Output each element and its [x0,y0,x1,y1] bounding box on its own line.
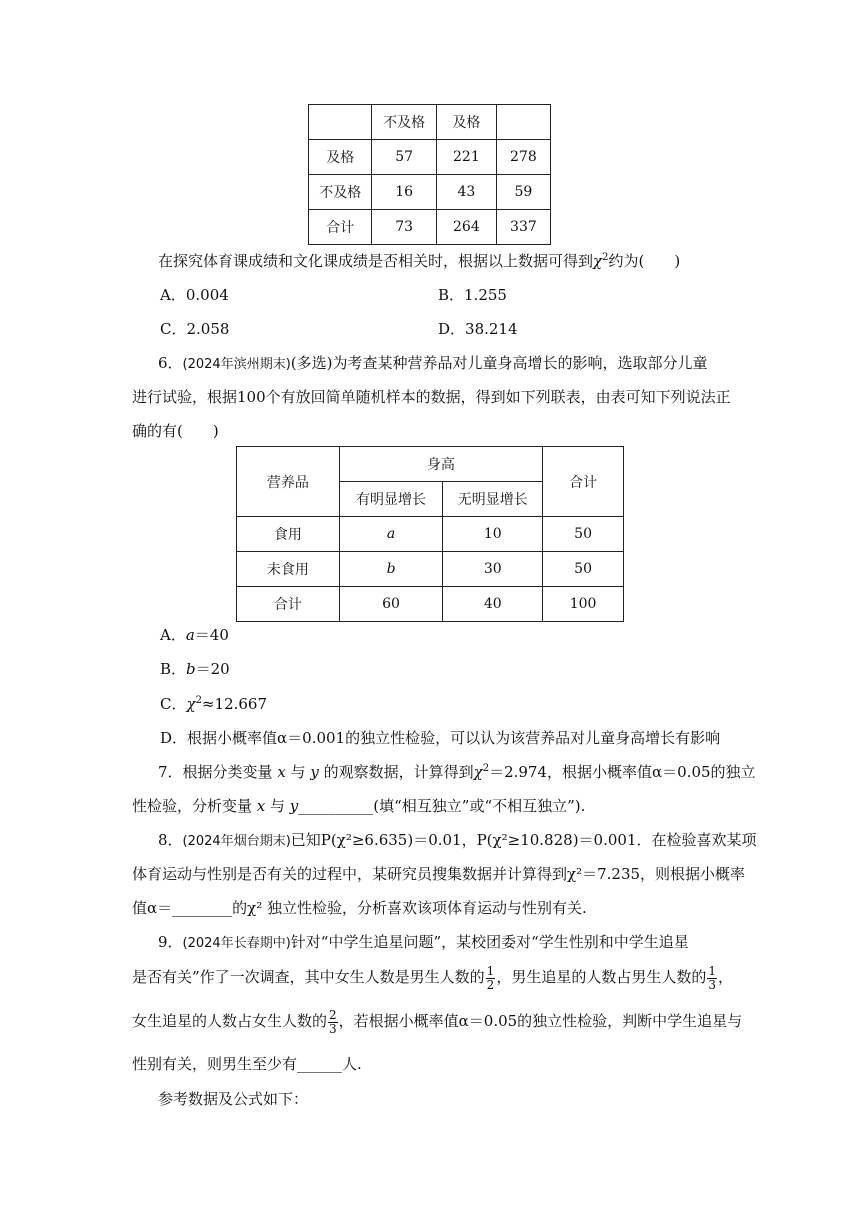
table-row [309,105,551,140]
table-cell: 50 [543,517,624,552]
q8-line1: 8．(2024年烟台期末)已知P(χ²≥6.635)＝0.01，P(χ²≥10.828)＝0.001．在检验喜欢某项 [158,831,757,849]
table-cell: 60 [339,587,443,622]
table-row [309,140,551,175]
score-table [308,104,551,245]
q5-stem: 在探究体育课成绩和文化课成绩是否相关时，根据以上数据可得到$\chi^2$约为( ) [158,252,681,270]
table-cell: 57 [372,140,437,175]
table-cell [496,105,550,140]
table-cell: 不及格 [372,105,437,140]
q5-option-c[interactable]: C．2.058 [160,320,230,338]
table-cell: 及格 [436,105,496,140]
table-cell: b [339,552,443,587]
table-cell: 264 [436,210,496,245]
fraction: $\frac{1}{3}$ [708,963,716,992]
q9-line3: 女生追星的人数占女生人数的 $\frac{2}{3}$ ，若根据小概率值α＝0.05的独立性检验，判断中学生追星与 [132,1007,743,1036]
table-cell: 30 [443,552,543,587]
table-header: 有明显增长 [339,482,443,517]
q8-line3: 值α＝________的χ² 独立性检验，分析喜欢该项体育运动与性别有关. [132,899,587,917]
q6-option-c[interactable]: C．$\chi^2\approx 12.667$ [160,695,268,713]
table-row [309,210,551,245]
table-cell: 及格 [309,140,372,175]
table-cell: 73 [372,210,437,245]
q6-line3: 确的有( ) [132,422,219,440]
table-cell: 不及格 [309,175,372,210]
table-cell: 合计 [309,210,372,245]
table-header: 无明显增长 [443,482,543,517]
table-cell: 10 [443,517,543,552]
q5-option-a[interactable]: A．0.004 [160,286,229,304]
table-cell: 278 [496,140,550,175]
table-cell: 16 [372,175,437,210]
reference-heading: 参考数据及公式如下： [158,1090,309,1108]
table-header: 营养品 [237,447,340,517]
fraction: $\frac{2}{3}$ [329,1007,337,1036]
table-cell: 221 [436,140,496,175]
table-header: 身高 [339,447,542,482]
q8-line2: 体育运动与性别是否有关的过程中，某研究员搜集数据并计算得到χ²＝7.235，则根据小概率 [132,865,746,883]
table-cell: 未食用 [237,552,340,587]
q6-line2: 进行试验，根据100个有放回简单随机样本的数据，得到如下列联表，由表可知下列说法正 [132,388,731,406]
table-row [237,552,624,587]
q9-line4: 性别有关，则男生至少有______人. [132,1055,362,1073]
table-cell: 100 [543,587,624,622]
table-cell: 50 [543,552,624,587]
q9-line2: 是否有关”作了一次调查，其中女生人数是男生人数的 $\frac{1}{2}$ ，男生追星的人数占男生人数的 $\frac{1}{3}$ ， [132,963,733,992]
table-cell: 337 [496,210,550,245]
q9-line1: 9．(2024年长春期中)针对“中学生追星问题”，某校团委对“学生性别和中学生追星 [158,933,689,951]
table-row [309,175,551,210]
q5-option-d[interactable]: D．38.214 [438,320,518,338]
q7-line2: 性检验，分析变量 x 与 y__________(填“相互独立”或“不相互独立”). [132,797,586,815]
table-row [237,517,624,552]
fraction: $\frac{1}{2}$ [486,963,495,992]
table-row [237,587,624,622]
q5-option-b[interactable]: B．1.255 [438,286,507,304]
q6-line1: 6．(2024年滨州期末)(多选)为考查某种营养品对儿童身高增长的影响，选取部分儿童 [158,354,708,372]
table-row [237,447,624,482]
nutrition-table [236,446,624,622]
table-cell: 43 [436,175,496,210]
q6-option-b[interactable]: B．b＝20 [160,660,230,678]
q6-option-d[interactable]: D．根据小概率值α＝0.001的独立性检验，可以认为该营养品对儿童身高增长有影响 [160,729,721,747]
table-cell: a [339,517,443,552]
table-header: 合计 [543,447,624,517]
table-cell: 食用 [237,517,340,552]
table-cell: 59 [496,175,550,210]
table-cell: 40 [443,587,543,622]
table-cell: 合计 [237,587,340,622]
q6-option-a[interactable]: A．a＝40 [160,626,229,644]
table-cell [309,105,372,140]
q7-line1: 7．根据分类变量 x 与 y 的观察数据，计算得到$\chi^2=2.974$，根据小概率值α＝0.05的独立 [158,763,756,781]
